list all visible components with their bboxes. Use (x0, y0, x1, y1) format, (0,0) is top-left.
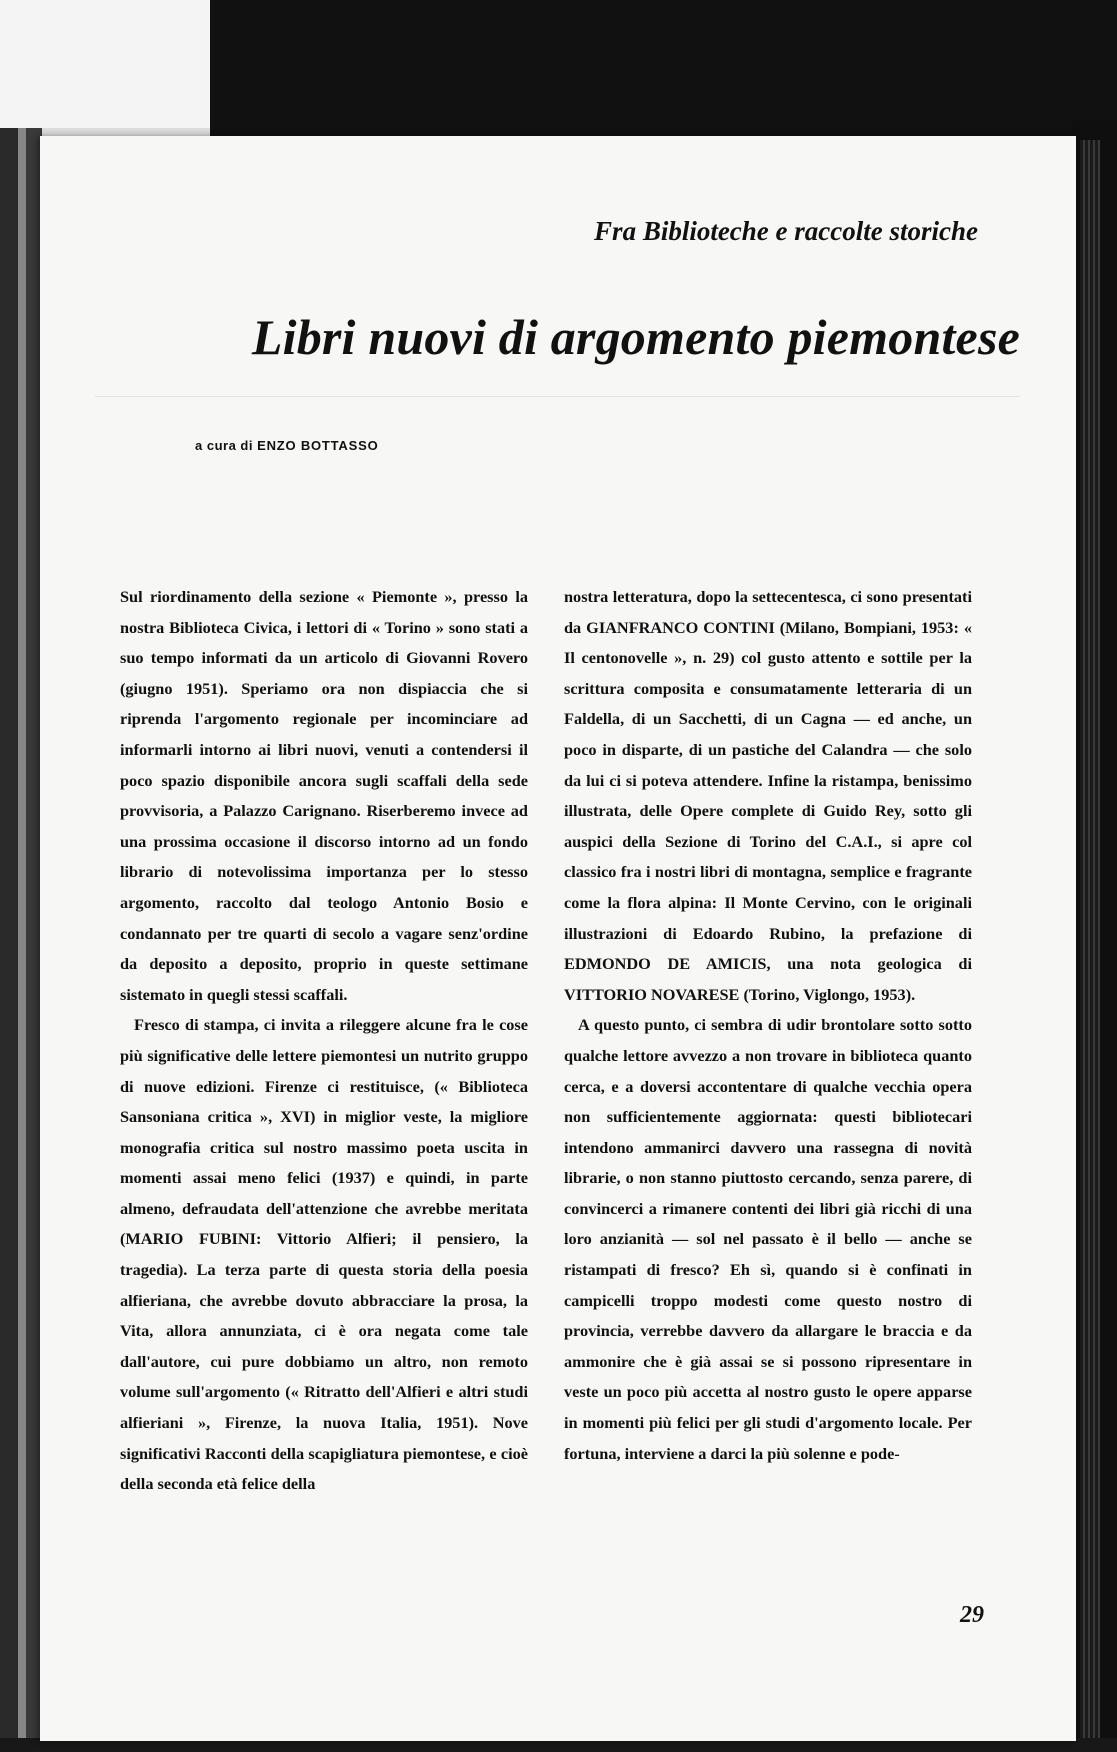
byline (195, 438, 378, 453)
byline-prefix: a cura di (195, 438, 253, 453)
document-page (40, 136, 1076, 1741)
section-kicker: Fra Biblioteche e raccolte storiche (594, 216, 978, 246)
text-column-right (564, 582, 972, 1469)
paragraph: A questo punto, ci sembra di udir brontolare sotto sotto qualche lettore avvezzo a non trovare in biblioteca quanto cerca, e a doversi accontentare di qualche vecchia opera non sufficientemente aggiornata: questi bibliotecari intendono ammanirci davvero una rassegna di novità librarie, o non stanno piuttosto cercando, senza parere, di convincerci a rimanere contenti dei libri già ricchi di una loro anzianità — sol nel passato è il bello — anche se ristampati di fresco? Eh sì, quando si è confinati in campicelli troppo modesti come questo nostro di provincia, verrebbe davvero da allargare le braccia e da ammonire che è già assai se si possono ripresentare in veste un poco più accetta al nostro gusto le opere apparse in momenti più felici per gli studi d'argomento locale. Per fortuna, interviene a darci la più solenne e pode- (564, 1015, 972, 1463)
article-title: Libri nuovi di argomento piemontese (251, 309, 1020, 365)
paragraph: Sul riordinamento della sezione « Piemonte », presso la nostra Biblioteca Civica, i lettori di « Torino » sono stati a suo tempo informati da un articolo di Giovanni Rovero (giugno 1951). Speriamo ora non dispiaccia che si riprenda l'argomento regionale per incominciare ad informarli intorno ai libri nuovi, venuti a contendersi il poco spazio disponibile ancora sugli scaffali della sede provvisoria, a Palazzo Carignano. Riserberemo invece ad una prossima occasione il discorso intorno ad un fondo librario di notevolissima importanza per lo stesso argomento, raccolto dal teologo Antonio Bosio e condannato per tre quarti di secolo a vagare senz'ordine da deposito a deposito, proprio in queste settimane sistemato in quegli stessi scaffali. (120, 587, 528, 1004)
page-number: 29 (960, 1602, 984, 1628)
paragraph: nostra letteratura, dopo la settecentesca, ci sono presentati da GIANFRANCO CONTINI (Milano, Bompiani, 1953: « Il centonovelle », n. 29) col gusto attento e sottile per la scrittura composita e consumatamente letteraria di un Faldella, di un Sacchetti, di un Cagna — ed anche, un poco in disparte, di un pastiche del Calandra — che solo da lui ci si poteva attendere. Infine la ristampa, benissimo illustrata, delle Opere complete di Guido Rey, sotto gli auspici della Sezione di Torino del C.A.I., si apre col classico fra i nostri libri di montagna, semplice e fragrante come la flora alpina: Il Monte Cervino, con le originali illustrazioni di Edoardo Rubino, la prefazione di EDMONDO DE AMICIS, una nota geologica di VITTORIO NOVARESE (Torino, Viglongo, 1953). (564, 587, 972, 1004)
title-rule (95, 396, 1020, 397)
paragraph: Fresco di stampa, ci invita a rileggere alcune fra le cose più significative delle lettere piemontesi un nutrito gruppo di nuove edizioni. Firenze ci restituisce, (« Biblioteca Sansoniana critica », XVI) in miglior veste, la migliore monografia critica sul nostro massimo poeta uscita in momenti assai meno felici (1937) e quindi, in parte almeno, defraudata dell'attenzione che avrebbe meritata (MARIO FUBINI: Vittorio Alfieri; il pensiero, la tragedia). La terza parte di questa storia della poesia alfieriana, che avrebbe dovuto abbracciare la prosa, la Vita, allora annunziata, ci è ora negata come tale dall'autore, cui pure dobbiamo un altro, non remoto volume sull'argomento (« Ritratto dell'Alfieri e altri studi alfieriani », Firenze, la nuova Italia, 1951). Nove significativi Racconti della scapigliatura piemontese, e cioè della seconda età felice della (120, 1015, 528, 1494)
byline-author: ENZO BOTTASSO (257, 438, 379, 453)
scan-dark-band-left (0, 128, 42, 1752)
text-column-left (120, 582, 528, 1500)
scan-dark-band-top (210, 0, 1117, 140)
scan-margin-top-left (0, 0, 210, 128)
scan-binding-edge (1080, 140, 1100, 1752)
